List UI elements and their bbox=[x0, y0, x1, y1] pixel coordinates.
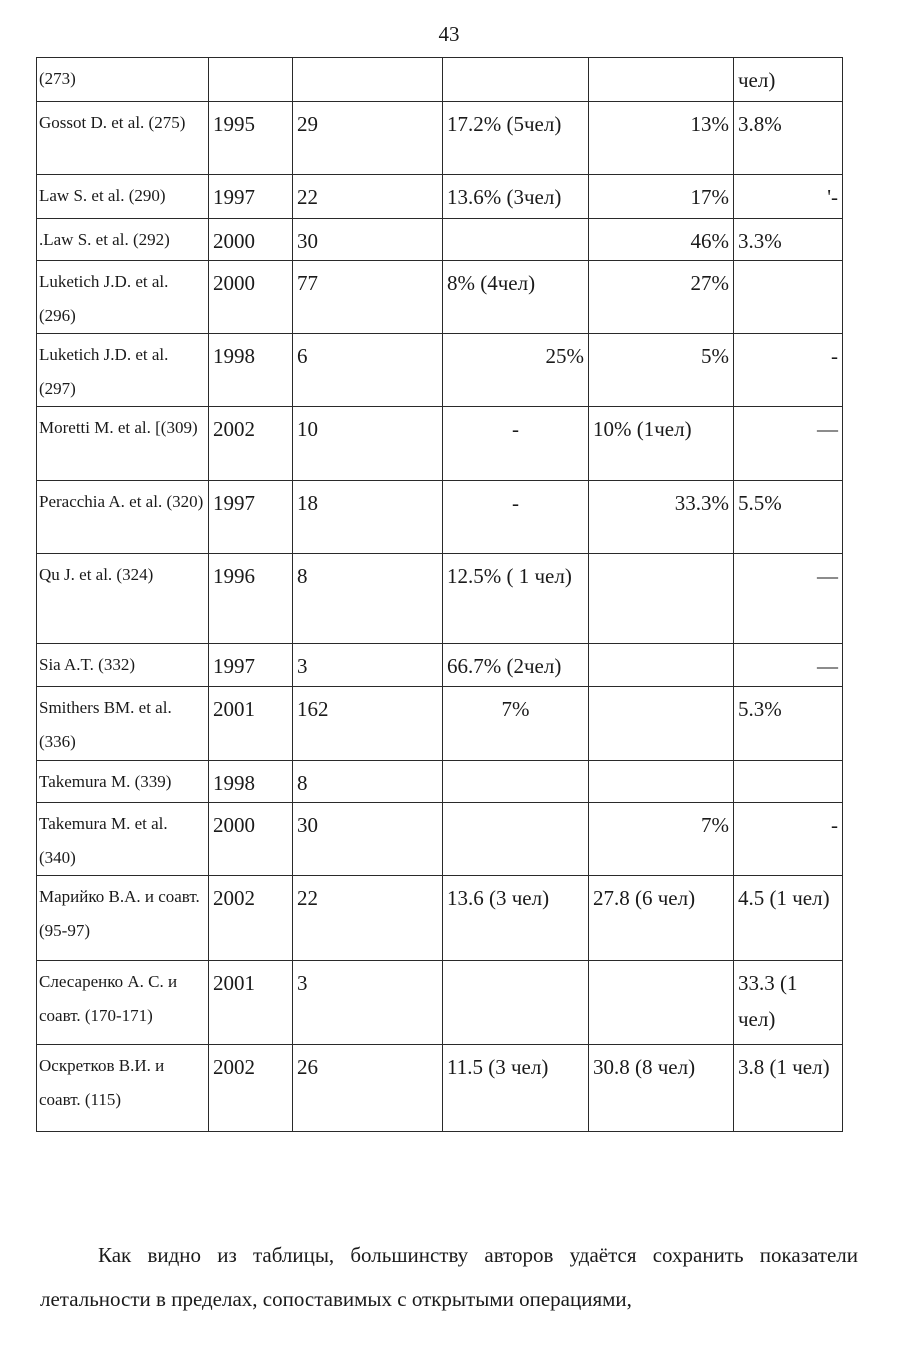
column4-cell: 11.5 (3 чел) bbox=[443, 1045, 589, 1132]
author-cell: Qu J. et al. (324) bbox=[37, 554, 209, 644]
column4-cell: 13.6% (3чел) bbox=[443, 175, 589, 219]
column5-cell bbox=[589, 58, 734, 102]
column5-cell: 5% bbox=[589, 334, 734, 407]
column5-cell: 27% bbox=[589, 261, 734, 334]
author-cell: (273) bbox=[37, 58, 209, 102]
table-row bbox=[37, 261, 843, 334]
count-cell: 30 bbox=[293, 219, 443, 261]
column4-cell: - bbox=[443, 481, 589, 554]
year-cell: 1997 bbox=[209, 644, 293, 687]
count-cell: 3 bbox=[293, 644, 443, 687]
table-row bbox=[37, 554, 843, 644]
count-cell: 30 bbox=[293, 803, 443, 876]
count-cell: 77 bbox=[293, 261, 443, 334]
column4-cell: 25% bbox=[443, 334, 589, 407]
column5-cell: 46% bbox=[589, 219, 734, 261]
year-cell: 2002 bbox=[209, 876, 293, 961]
column4-cell: 17.2% (5чел) bbox=[443, 102, 589, 175]
count-cell: 6 bbox=[293, 334, 443, 407]
column6-cell: - bbox=[734, 334, 843, 407]
column5-cell bbox=[589, 644, 734, 687]
year-cell: 2001 bbox=[209, 687, 293, 761]
year-cell: 1996 bbox=[209, 554, 293, 644]
year-cell: 1998 bbox=[209, 761, 293, 803]
table-row bbox=[37, 334, 843, 407]
column4-cell: 12.5% ( 1 чел) bbox=[443, 554, 589, 644]
column4-cell bbox=[443, 58, 589, 102]
year-cell: 2000 bbox=[209, 219, 293, 261]
author-cell: .Law S. et al. (292) bbox=[37, 219, 209, 261]
year-cell: 2000 bbox=[209, 261, 293, 334]
column6-cell: — bbox=[734, 644, 843, 687]
column4-cell: 66.7% (2чел) bbox=[443, 644, 589, 687]
table-row bbox=[37, 876, 843, 961]
author-cell: Марийко В.А. и соавт. (95-97) bbox=[37, 876, 209, 961]
column4-cell: 7% bbox=[443, 687, 589, 761]
year-cell: 1995 bbox=[209, 102, 293, 175]
column6-cell: — bbox=[734, 407, 843, 481]
table-row bbox=[37, 803, 843, 876]
year-cell: 2000 bbox=[209, 803, 293, 876]
year-cell: 1997 bbox=[209, 175, 293, 219]
table-row bbox=[37, 175, 843, 219]
column6-cell: 5.5% bbox=[734, 481, 843, 554]
count-cell: 29 bbox=[293, 102, 443, 175]
column6-cell: 4.5 (1 чел) bbox=[734, 876, 843, 961]
count-cell: 8 bbox=[293, 761, 443, 803]
count-cell: 8 bbox=[293, 554, 443, 644]
author-cell: Peracchia A. et al. (320) bbox=[37, 481, 209, 554]
column5-cell: 30.8 (8 чел) bbox=[589, 1045, 734, 1132]
author-cell: Оскретков В.И. и соавт. (115) bbox=[37, 1045, 209, 1132]
count-cell bbox=[293, 58, 443, 102]
table-row bbox=[37, 1045, 843, 1132]
year-cell: 2001 bbox=[209, 961, 293, 1045]
column5-cell bbox=[589, 554, 734, 644]
column4-cell: 8% (4чел) bbox=[443, 261, 589, 334]
count-cell: 3 bbox=[293, 961, 443, 1045]
column4-cell: 13.6 (3 чел) bbox=[443, 876, 589, 961]
author-cell: Moretti M. et al. [(309) bbox=[37, 407, 209, 481]
column5-cell bbox=[589, 961, 734, 1045]
column6-cell: 33.3 (1 чел) bbox=[734, 961, 843, 1045]
author-cell: Luketich J.D. et al. (297) bbox=[37, 334, 209, 407]
table-row bbox=[37, 687, 843, 761]
table-row bbox=[37, 102, 843, 175]
body-paragraph: Как видно из таблицы, большинству авторов удаётся сохранить показатели летальности в пределах, сопоставимых с открытыми операциями, bbox=[40, 1243, 858, 1311]
count-cell: 162 bbox=[293, 687, 443, 761]
count-cell: 18 bbox=[293, 481, 443, 554]
column6-cell: 5.3% bbox=[734, 687, 843, 761]
year-cell bbox=[209, 58, 293, 102]
column6-cell: 3.8 (1 чел) bbox=[734, 1045, 843, 1132]
count-cell: 26 bbox=[293, 1045, 443, 1132]
column5-cell: 13% bbox=[589, 102, 734, 175]
table-row bbox=[37, 58, 843, 102]
table-row bbox=[37, 644, 843, 687]
author-cell: Luketich J.D. et al. (296) bbox=[37, 261, 209, 334]
column6-cell bbox=[734, 261, 843, 334]
page-number: 43 bbox=[438, 22, 460, 46]
count-cell: 22 bbox=[293, 175, 443, 219]
count-cell: 10 bbox=[293, 407, 443, 481]
author-cell: Sia A.T. (332) bbox=[37, 644, 209, 687]
column5-cell bbox=[589, 761, 734, 803]
table-row bbox=[37, 407, 843, 481]
table-row bbox=[37, 219, 843, 261]
year-cell: 1997 bbox=[209, 481, 293, 554]
author-cell: Law S. et al. (290) bbox=[37, 175, 209, 219]
column5-cell: 7% bbox=[589, 803, 734, 876]
year-cell: 2002 bbox=[209, 1045, 293, 1132]
column6-cell: - bbox=[734, 803, 843, 876]
year-cell: 2002 bbox=[209, 407, 293, 481]
column6-cell: '- bbox=[734, 175, 843, 219]
author-cell: Takemura M. (339) bbox=[37, 761, 209, 803]
column4-cell bbox=[443, 961, 589, 1045]
column6-cell: — bbox=[734, 554, 843, 644]
author-cell: Gossot D. et al. (275) bbox=[37, 102, 209, 175]
column5-cell: 17% bbox=[589, 175, 734, 219]
results-table bbox=[36, 57, 843, 1132]
count-cell: 22 bbox=[293, 876, 443, 961]
column4-cell bbox=[443, 219, 589, 261]
column4-cell bbox=[443, 803, 589, 876]
author-cell: Takemura M. et al. (340) bbox=[37, 803, 209, 876]
author-cell: Слесаренко А. С. и соавт. (170-171) bbox=[37, 961, 209, 1045]
column5-cell: 27.8 (6 чел) bbox=[589, 876, 734, 961]
author-cell: Smithers BM. et al. (336) bbox=[37, 687, 209, 761]
column6-cell: 3.8% bbox=[734, 102, 843, 175]
year-cell: 1998 bbox=[209, 334, 293, 407]
column5-cell: 10% (1чел) bbox=[589, 407, 734, 481]
table-row bbox=[37, 481, 843, 554]
column6-cell bbox=[734, 761, 843, 803]
column6-cell: 3.3% bbox=[734, 219, 843, 261]
table-row bbox=[37, 961, 843, 1045]
column5-cell bbox=[589, 687, 734, 761]
column5-cell: 33.3% bbox=[589, 481, 734, 554]
table-row bbox=[37, 761, 843, 803]
column4-cell bbox=[443, 761, 589, 803]
column4-cell: - bbox=[443, 407, 589, 481]
column6-cell: чел) bbox=[734, 58, 843, 102]
